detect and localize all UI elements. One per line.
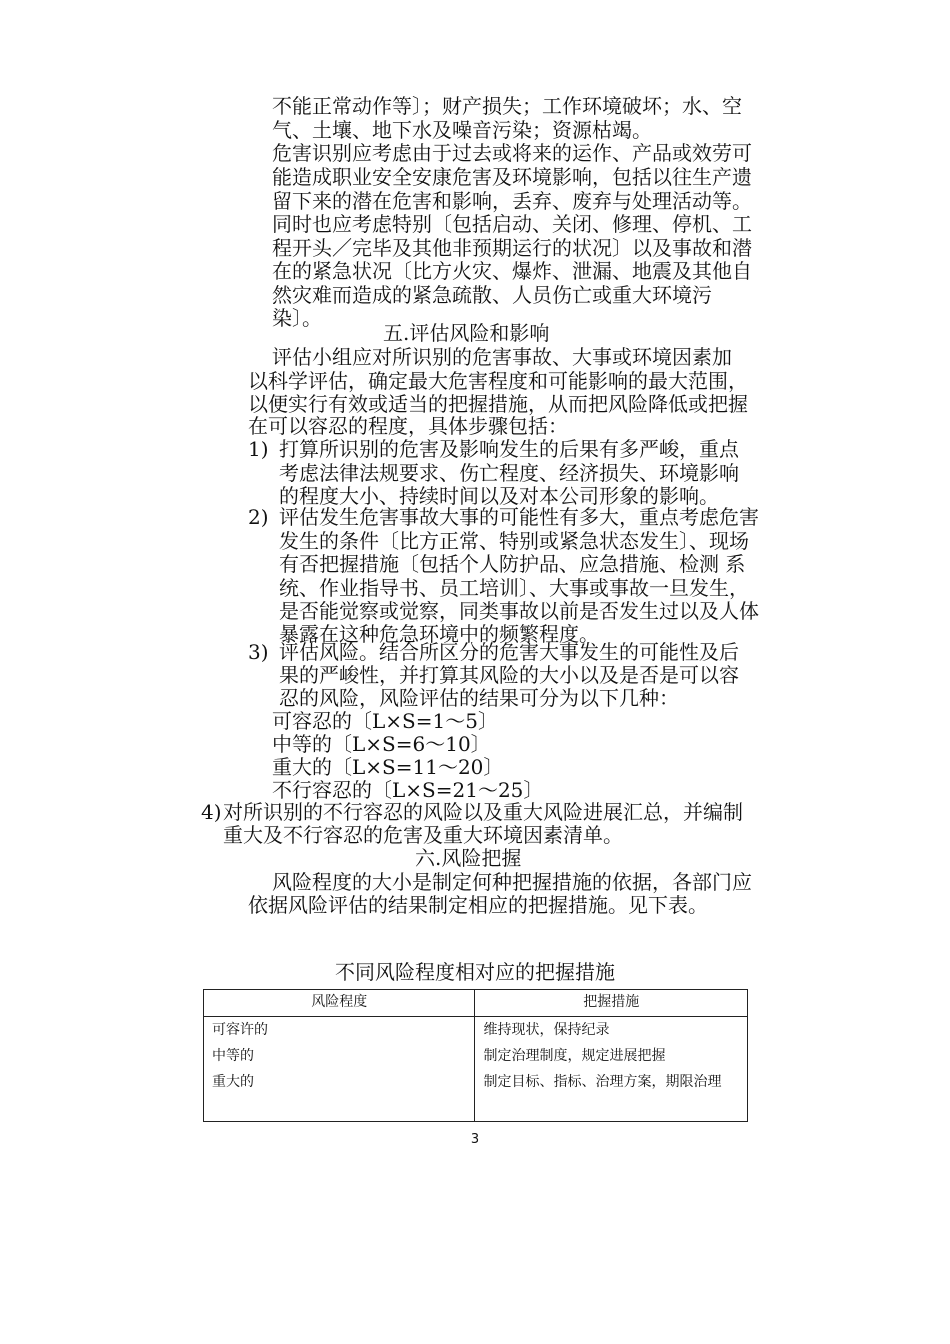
table-header-row [204, 990, 748, 1017]
table-row [204, 1069, 748, 1122]
intro-line: 留下来的潜在危害和影响，丢弃、废弃与处理活动等。 [272, 189, 752, 213]
intro-line: 在的紧急状况〔比方火灾、爆炸、泄漏、地震及其他自 [272, 259, 752, 283]
step-line: 发生的条件〔比方正常、特别或紧急状态发生〕、现场 [279, 529, 749, 553]
intro-line: 不能正常动作等〕；财产损失；工作环境破坏；水、空 [272, 94, 742, 118]
step-line: 重大及不行容忍的危害及重大环境因素清单。 [223, 823, 623, 847]
section6-line: 依据风险评估的结果制定相应的把握措施。见下表。 [248, 893, 708, 917]
intro-line: 染〕。 [272, 306, 322, 330]
step-number: 4) [201, 800, 222, 824]
step-line: 评估风险。结合所区分的危害大事发生的可能性及后 [279, 640, 739, 664]
step-number: 2) [248, 505, 269, 529]
table-row [204, 1043, 748, 1069]
risk-level-cell: 中等的 [204, 1043, 475, 1069]
risk-level-cell: 可容许的 [204, 1017, 475, 1044]
risk-level: 中等的〔L×S=6～10〕 [272, 732, 491, 756]
table-title: 不同风险程度相对应的把握措施 [335, 960, 615, 984]
section6-heading: 六.风险把握 [415, 846, 522, 870]
intro-line: 能造成职业安全安康危害及环境影响，包括以往生产遗 [272, 165, 752, 189]
step-line: 打算所识别的危害及影响发生的后果有多严峻，重点 [279, 437, 739, 461]
risk-level: 可容忍的〔L×S=1～5〕 [272, 709, 498, 733]
step-line: 果的严峻性，并打算其风险的大小以及是否是可以容 [279, 663, 739, 687]
section5-heading: 五.评估风险和影响 [383, 321, 550, 345]
section5-intro-line: 以便实行有效或适当的把握措施，从而把风险降低或把握 [248, 392, 748, 416]
step-line: 统、作业指导书、员工培训〕、大事或事故一旦发生， [279, 576, 749, 600]
page-number: 3 [470, 1132, 480, 1147]
step-line: 暴露在这种危急环境中的频繁程度。 [279, 622, 599, 646]
section5-intro-line: 在可以容忍的程度，具体步骤包括： [248, 414, 568, 438]
risk-level: 重大的〔L×S=11～20〕 [272, 755, 504, 779]
intro-line: 然灾难而造成的紧急疏散、人员伤亡或重大环境污 [272, 283, 712, 307]
measure-cell: 制定治理制度，规定进展把握 [475, 1043, 748, 1069]
intro-line: 危害识别应考虑由于过去或将来的运作、产品或效劳可 [272, 141, 752, 165]
table-header-cell: 风险程度 [204, 990, 475, 1017]
table-header-cell: 把握措施 [475, 990, 748, 1017]
step-number: 1) [248, 437, 269, 461]
section5-intro-line: 评估小组应对所识别的危害事故、大事或环境因素加 [272, 345, 732, 369]
risk-level-cell: 重大的 [204, 1069, 475, 1122]
section5-intro-line: 以科学评估，确定最大危害程度和可能影响的最大范围， [248, 369, 748, 393]
table-row [204, 1017, 748, 1044]
step-number: 3) [248, 640, 269, 664]
step-line: 对所识别的不行容忍的风险以及重大风险进展汇总，并编制 [223, 800, 743, 824]
step-line: 忍的风险，风险评估的结果可分为以下几种： [279, 686, 679, 710]
intro-line: 气、土壤、地下水及噪音污染；资源枯竭。 [272, 118, 652, 142]
measure-cell: 维持现状，保持纪录 [475, 1017, 748, 1044]
step-line: 考虑法律法规要求、伤亡程度、经济损失、环境影响 [279, 461, 739, 485]
intro-line: 同时也应考虑特别〔包括启动、关闭、修理、停机、工 [272, 212, 752, 236]
measure-cell: 制定目标、指标、治理方案，期限治理 [475, 1069, 748, 1122]
step-line: 评估发生危害事故大事的可能性有多大，重点考虑危害 [279, 505, 759, 529]
step-line: 是否能觉察或觉察，同类事故以前是否发生过以及人体 [279, 599, 759, 623]
section6-line: 风险程度的大小是制定何种把握措施的依据，各部门应 [272, 870, 752, 894]
intro-line: 程开头／完毕及其他非预期运行的状况〕以及事故和潜 [272, 236, 752, 260]
step-line: 的程度大小、持续时间以及对本公司形象的影响。 [279, 484, 719, 508]
risk-level: 不行容忍的〔L×S=21～25〕 [272, 778, 544, 802]
step-line: 有否把握措施〔包括个人防护品、应急措施、检测 系 [279, 552, 746, 576]
risk-measures-table [203, 989, 748, 1122]
